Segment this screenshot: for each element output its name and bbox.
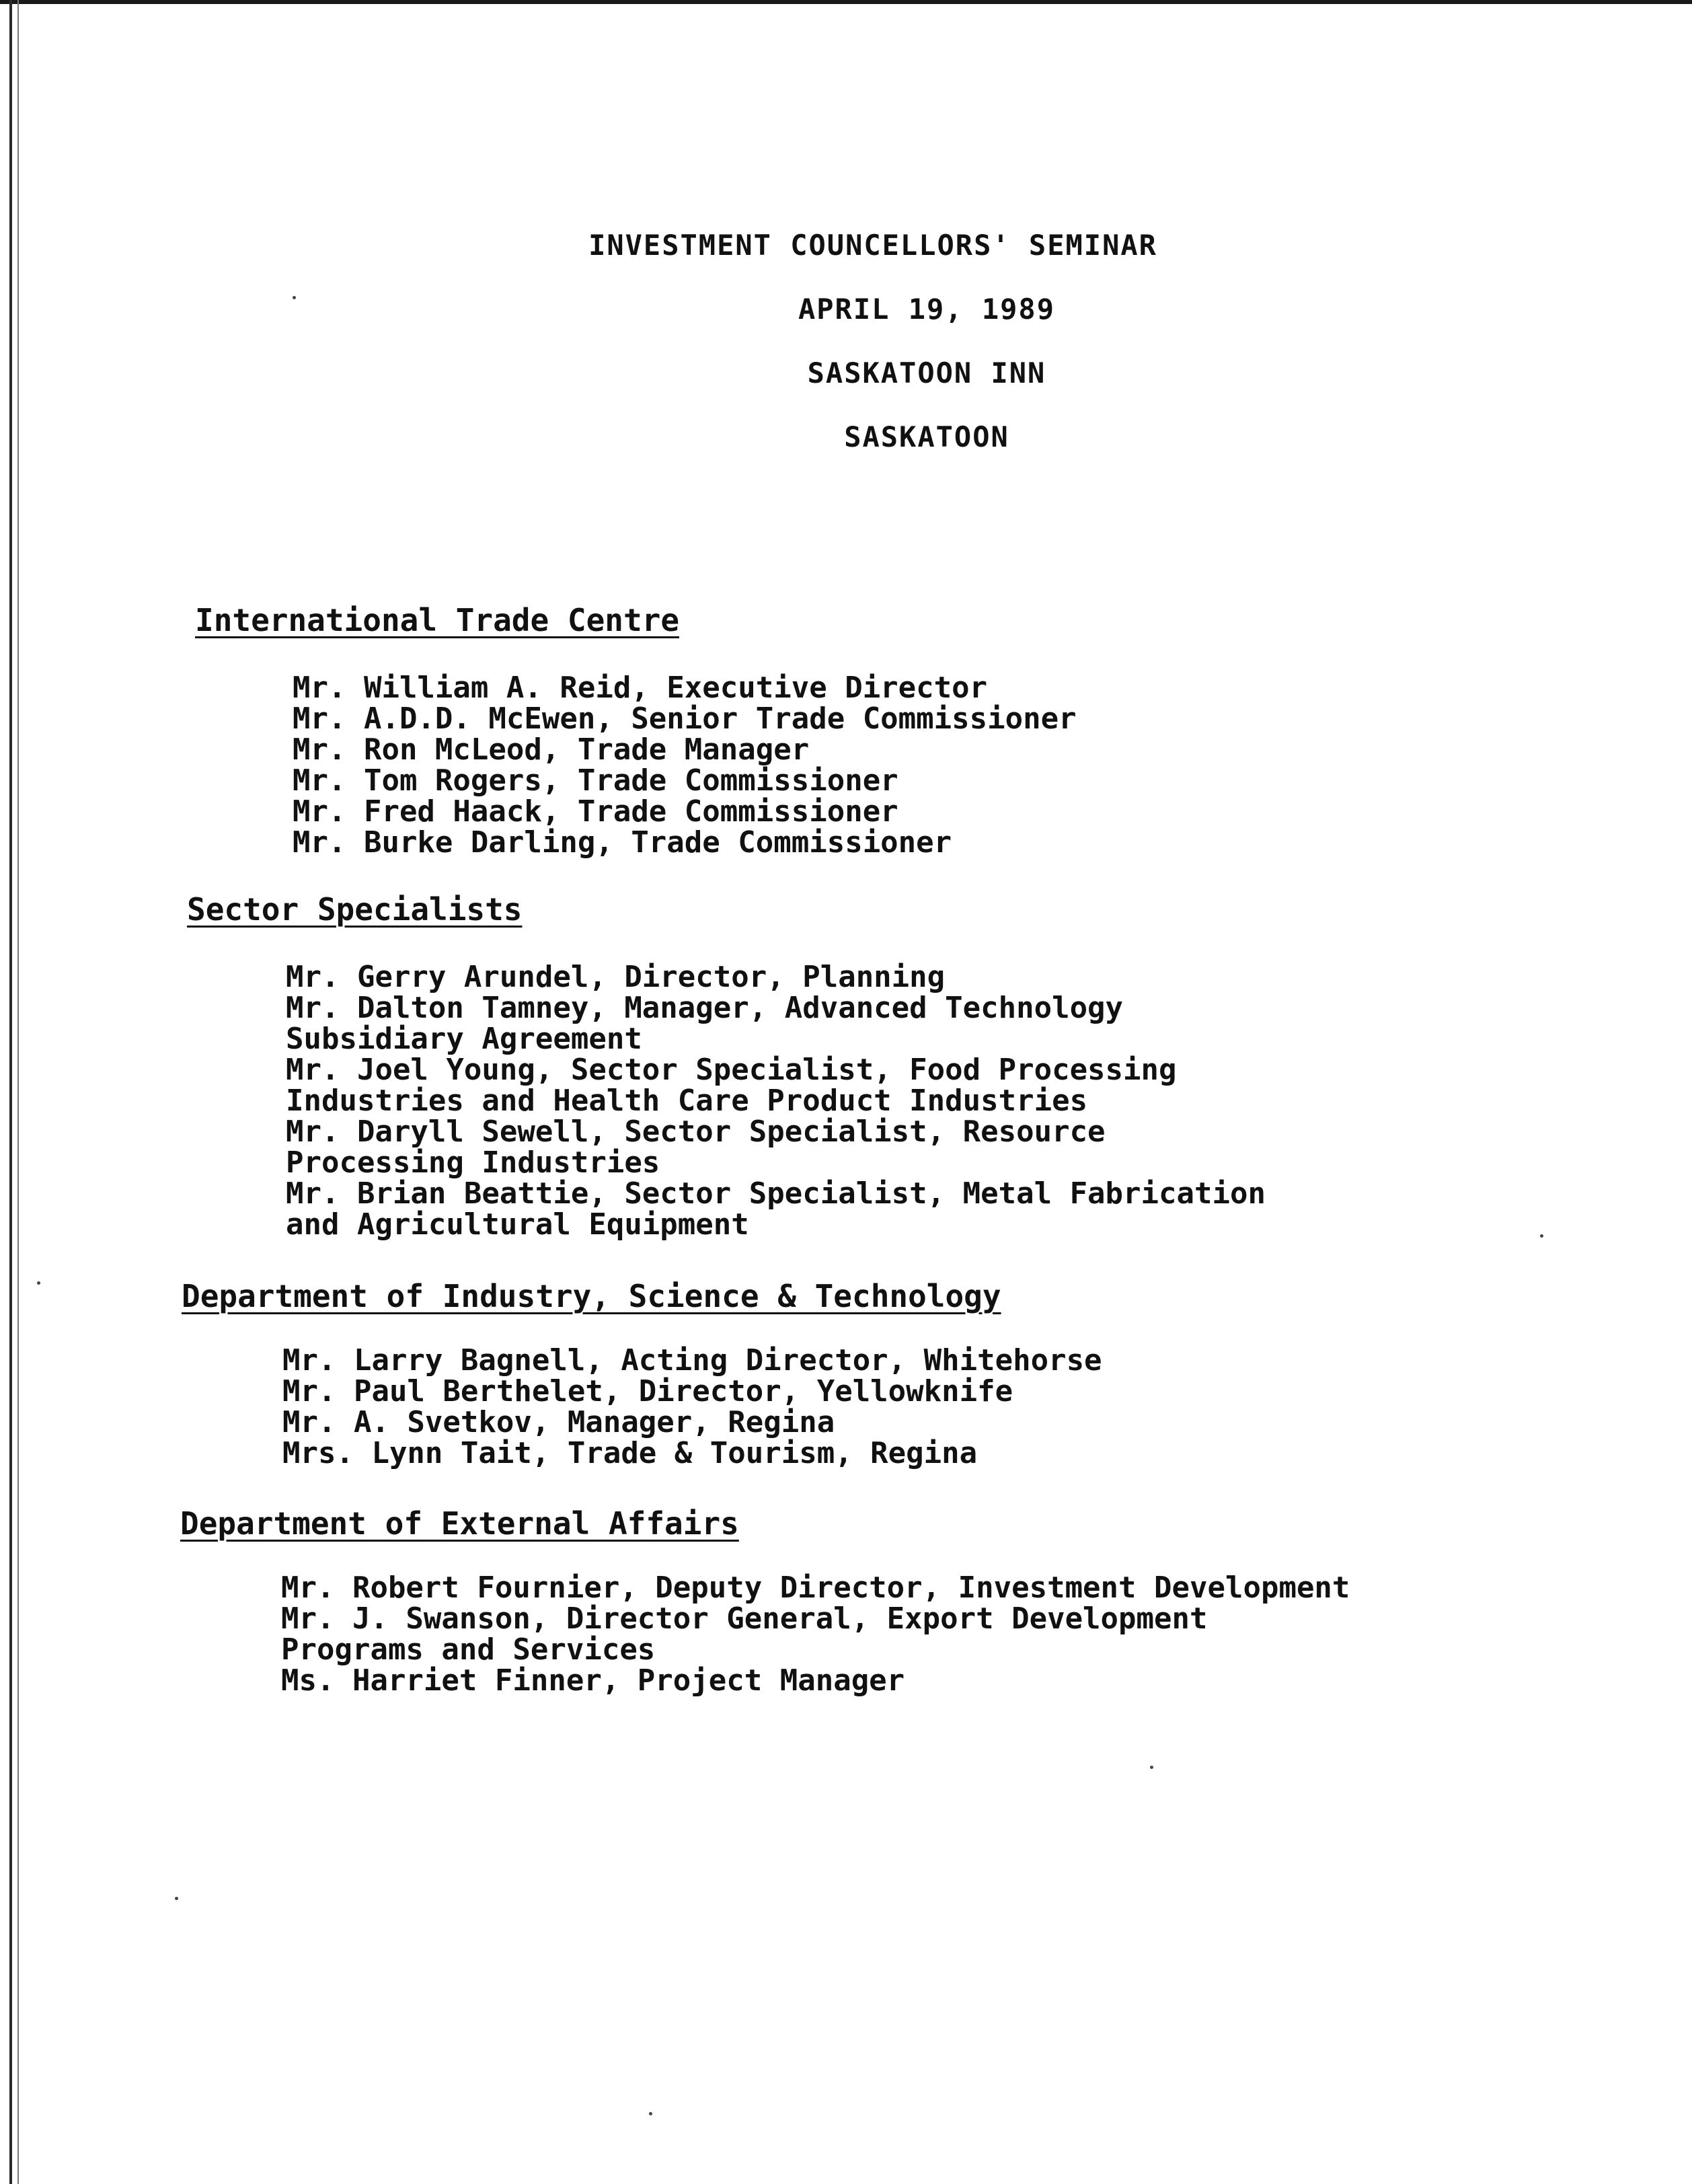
list-item: Mr. Gerry Arundel, Director, Planning <box>286 960 946 994</box>
scan-speck <box>1540 1234 1543 1238</box>
list-item: Mr. Burke Darling, Trade Commissioner <box>293 825 952 860</box>
document-title: INVESTMENT COUNCELLORS' SEMINAR <box>588 229 1157 262</box>
document-city: SASKATOON <box>844 420 1009 453</box>
list-item: Mr. Fred Haack, Trade Commissioner <box>293 794 898 829</box>
section-list-department-industry-science-technology <box>282 1345 1102 1469</box>
document-date: APRIL 19, 1989 <box>798 293 1055 326</box>
scan-speck <box>1150 1766 1153 1769</box>
list-item: Mr. Brian Beattie, Sector Specialist, Metal Fabrication <box>286 1176 1266 1211</box>
scan-edge-left-inner <box>17 0 19 2184</box>
section-heading-department-industry-science-technology: Department of Industry, Science & Technology <box>182 1278 1001 1314</box>
list-item: Mr. A. Svetkov, Manager, Regina <box>282 1405 835 1439</box>
section-heading-department-external-affairs: Department of External Affairs <box>180 1505 739 1542</box>
list-item: Mr. Paul Berthelet, Director, Yellowknife <box>282 1374 1013 1408</box>
list-item: Mrs. Lynn Tait, Trade & Tourism, Regina <box>282 1436 978 1470</box>
scan-edge-top <box>0 0 1692 4</box>
document-venue: SASKATOON INN <box>807 356 1046 389</box>
list-item-continuation: and Agricultural Equipment <box>286 1207 749 1242</box>
section-heading-international-trade-centre: International Trade Centre <box>195 602 680 638</box>
list-item-continuation: Processing Industries <box>286 1145 660 1180</box>
list-item: Mr. Robert Fournier, Deputy Director, Investment Development <box>281 1571 1350 1605</box>
list-item: Mr. A.D.D. McEwen, Senior Trade Commissioner <box>293 702 1077 736</box>
list-item: Mr. Joel Young, Sector Specialist, Food Processing <box>286 1053 1177 1087</box>
list-item: Mr. Ron McLeod, Trade Manager <box>293 732 810 767</box>
list-item: Ms. Harriet Finner, Project Manager <box>281 1663 905 1698</box>
scan-speck <box>649 2112 652 2115</box>
list-item-continuation: Programs and Services <box>281 1632 656 1667</box>
list-item-continuation: Industries and Health Care Product Industries <box>286 1084 1088 1118</box>
section-list-sector-specialists <box>286 962 1266 1240</box>
section-list-department-external-affairs <box>281 1573 1350 1696</box>
list-item: Mr. Larry Bagnell, Acting Director, Whitehorse <box>282 1343 1102 1378</box>
section-heading-sector-specialists: Sector Specialists <box>187 891 523 928</box>
list-item: Mr. J. Swanson, Director General, Export Development <box>281 1602 1208 1636</box>
scan-edge-left <box>9 0 12 2184</box>
list-item: Mr. Daryll Sewell, Sector Specialist, Resource <box>286 1115 1106 1149</box>
list-item-continuation: Subsidiary Agreement <box>286 1022 642 1056</box>
list-item: Mr. Tom Rogers, Trade Commissioner <box>293 763 898 798</box>
scan-speck <box>293 296 296 299</box>
scan-speck <box>175 1897 178 1900</box>
scan-speck <box>37 1281 40 1285</box>
section-list-international-trade-centre <box>293 673 1077 858</box>
list-item: Mr. Dalton Tamney, Manager, Advanced Technology <box>286 991 1124 1025</box>
list-item: Mr. William A. Reid, Executive Director <box>293 671 988 705</box>
